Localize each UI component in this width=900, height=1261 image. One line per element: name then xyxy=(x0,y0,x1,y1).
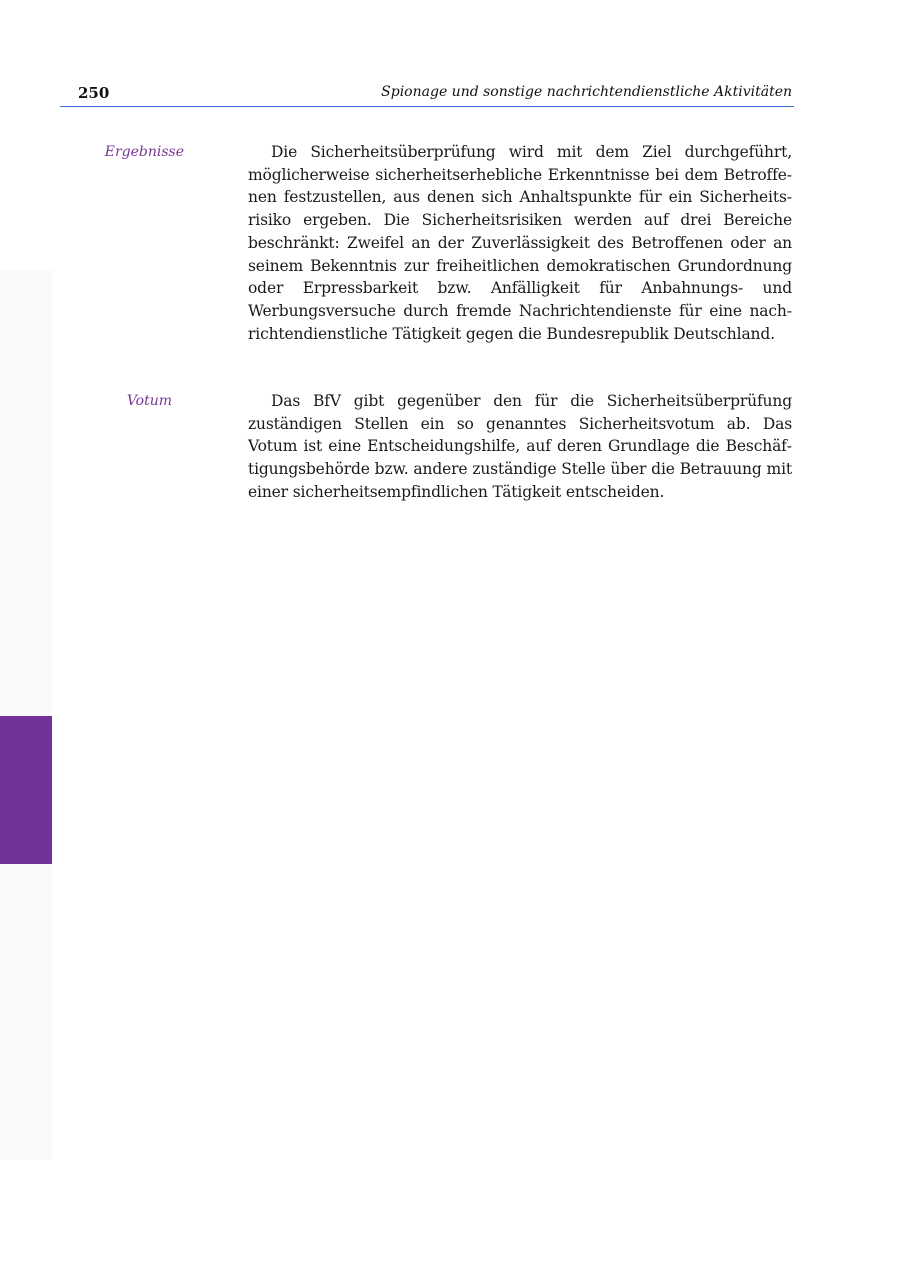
page-number: 250 xyxy=(78,84,110,102)
body-paragraph-ergebnisse: Die Sicherheitsüberprüfung wird mit dem Ziel durchgeführt, möglicherweise sicherheitserhebliche Erkenntnisse bei dem Betroffenen festzustellen, aus denen sich Anhaltspunkte für ein Sicherheitsrisiko ergeben. Die Sicherheitsrisiken werden auf drei Bereiche beschränkt: Zweifel an der Zuverlässigkeit des Betroffenen oder an seinem Bekenntnis zur freiheitlichen demokratischen Grundordnung oder Erpressbarkeit bzw. Anfälligkeit für Anbahnungs- und Werbungsversuche durch fremde Nachrichtendienste für eine nachrichtendienstliche Tätigkeit gegen die Bundesrepublik Deutschland. xyxy=(248,143,792,343)
chapter-thumb-tab xyxy=(0,716,52,864)
running-header xyxy=(60,84,794,107)
margin-label-votum: Votum xyxy=(126,393,172,409)
running-title: Spionage und sonstige nachrichtendienstliche Aktivitäten xyxy=(381,84,792,100)
margin-label-ergebnisse: Ergebnisse xyxy=(104,144,184,160)
side-margin-strip xyxy=(0,270,52,1160)
body-paragraph-votum: Das BfV gibt gegenüber den für die Sicherheitsüberprüfung zuständigen Stellen ein so genanntes Sicherheitsvotum ab. Das Votum ist eine Entscheidungshilfe, auf deren Grundlage die Beschäftigungsbehörde bzw. andere zuständige Stelle über die Betrauung mit einer sicherheitsempfindlichen Tätigkeit entscheiden. xyxy=(248,392,792,501)
